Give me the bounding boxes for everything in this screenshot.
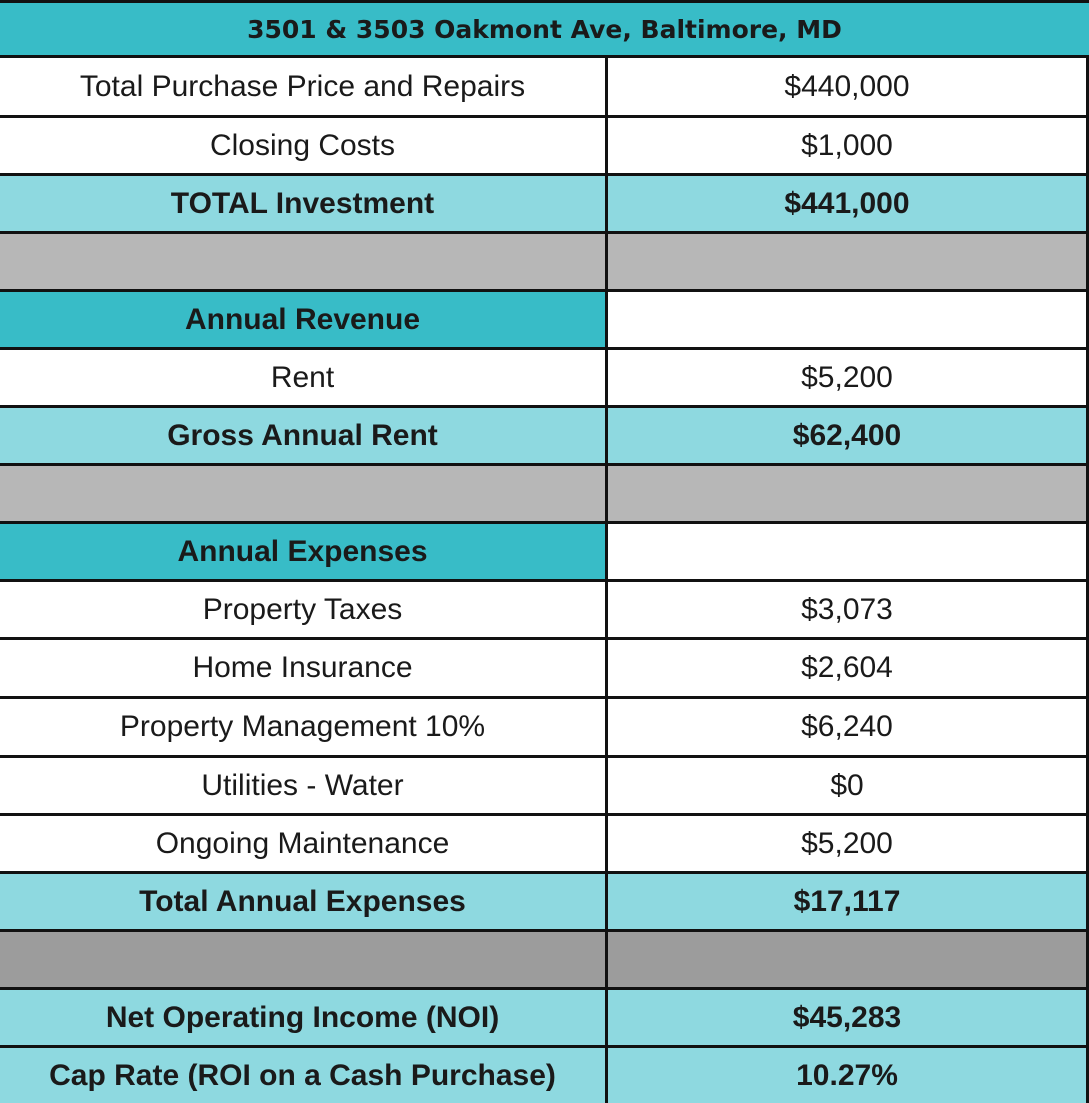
- spacer-row: [0, 932, 1089, 990]
- table-row: [0, 176, 1089, 234]
- property-title: 3501 & 3503 Oakmont Ave, Baltimore, MD: [0, 0, 1089, 58]
- spacer-cell: [608, 932, 1089, 990]
- closing-costs-label: Closing Costs: [0, 118, 608, 176]
- table-row: [0, 582, 1089, 640]
- table-row: [0, 118, 1089, 176]
- table-row: [0, 408, 1089, 466]
- total-investment-label: TOTAL Investment: [0, 176, 608, 234]
- cap-rate-value: 10.27%: [608, 1048, 1089, 1103]
- table-row: [0, 874, 1089, 932]
- expense-value: $2,604: [608, 640, 1089, 699]
- expense-value: $3,073: [608, 582, 1089, 640]
- cap-rate-label: Cap Rate (ROI on a Cash Purchase): [0, 1048, 608, 1103]
- closing-costs-value: $1,000: [608, 118, 1089, 176]
- table-row: [0, 758, 1089, 816]
- spacer-row: [0, 466, 1089, 524]
- spacer-cell: [608, 466, 1089, 524]
- empty-cell: [608, 524, 1089, 582]
- table-row: [0, 990, 1089, 1048]
- expense-value: $6,240: [608, 699, 1089, 758]
- rent-value: $5,200: [608, 350, 1089, 408]
- expense-label: Utilities - Water: [0, 758, 608, 816]
- empty-cell: [608, 292, 1089, 350]
- table-row: [0, 58, 1089, 118]
- expense-label: Property Management 10%: [0, 699, 608, 758]
- expense-label: Ongoing Maintenance: [0, 816, 608, 874]
- spacer-cell: [608, 234, 1089, 292]
- section-header-row: [0, 292, 1089, 350]
- spacer-cell: [0, 932, 608, 990]
- rent-label: Rent: [0, 350, 608, 408]
- expense-label: Property Taxes: [0, 582, 608, 640]
- title-row: [0, 0, 1089, 58]
- gross-annual-rent-value: $62,400: [608, 408, 1089, 466]
- section-header-row: [0, 524, 1089, 582]
- spacer-cell: [0, 466, 608, 524]
- expense-value: $0: [608, 758, 1089, 816]
- table-row: [0, 1048, 1089, 1103]
- total-annual-expenses-label: Total Annual Expenses: [0, 874, 608, 932]
- expense-value: $5,200: [608, 816, 1089, 874]
- table-row: [0, 640, 1089, 699]
- annual-revenue-header: Annual Revenue: [0, 292, 608, 350]
- gross-annual-rent-label: Gross Annual Rent: [0, 408, 608, 466]
- table-row: [0, 350, 1089, 408]
- spacer-row: [0, 234, 1089, 292]
- purchase-price-label: Total Purchase Price and Repairs: [0, 58, 608, 118]
- annual-expenses-header: Annual Expenses: [0, 524, 608, 582]
- table-row: [0, 816, 1089, 874]
- spacer-cell: [0, 234, 608, 292]
- expense-label: Home Insurance: [0, 640, 608, 699]
- table-row: [0, 699, 1089, 758]
- total-investment-value: $441,000: [608, 176, 1089, 234]
- purchase-price-value: $440,000: [608, 58, 1089, 118]
- noi-value: $45,283: [608, 990, 1089, 1048]
- total-annual-expenses-value: $17,117: [608, 874, 1089, 932]
- noi-label: Net Operating Income (NOI): [0, 990, 608, 1048]
